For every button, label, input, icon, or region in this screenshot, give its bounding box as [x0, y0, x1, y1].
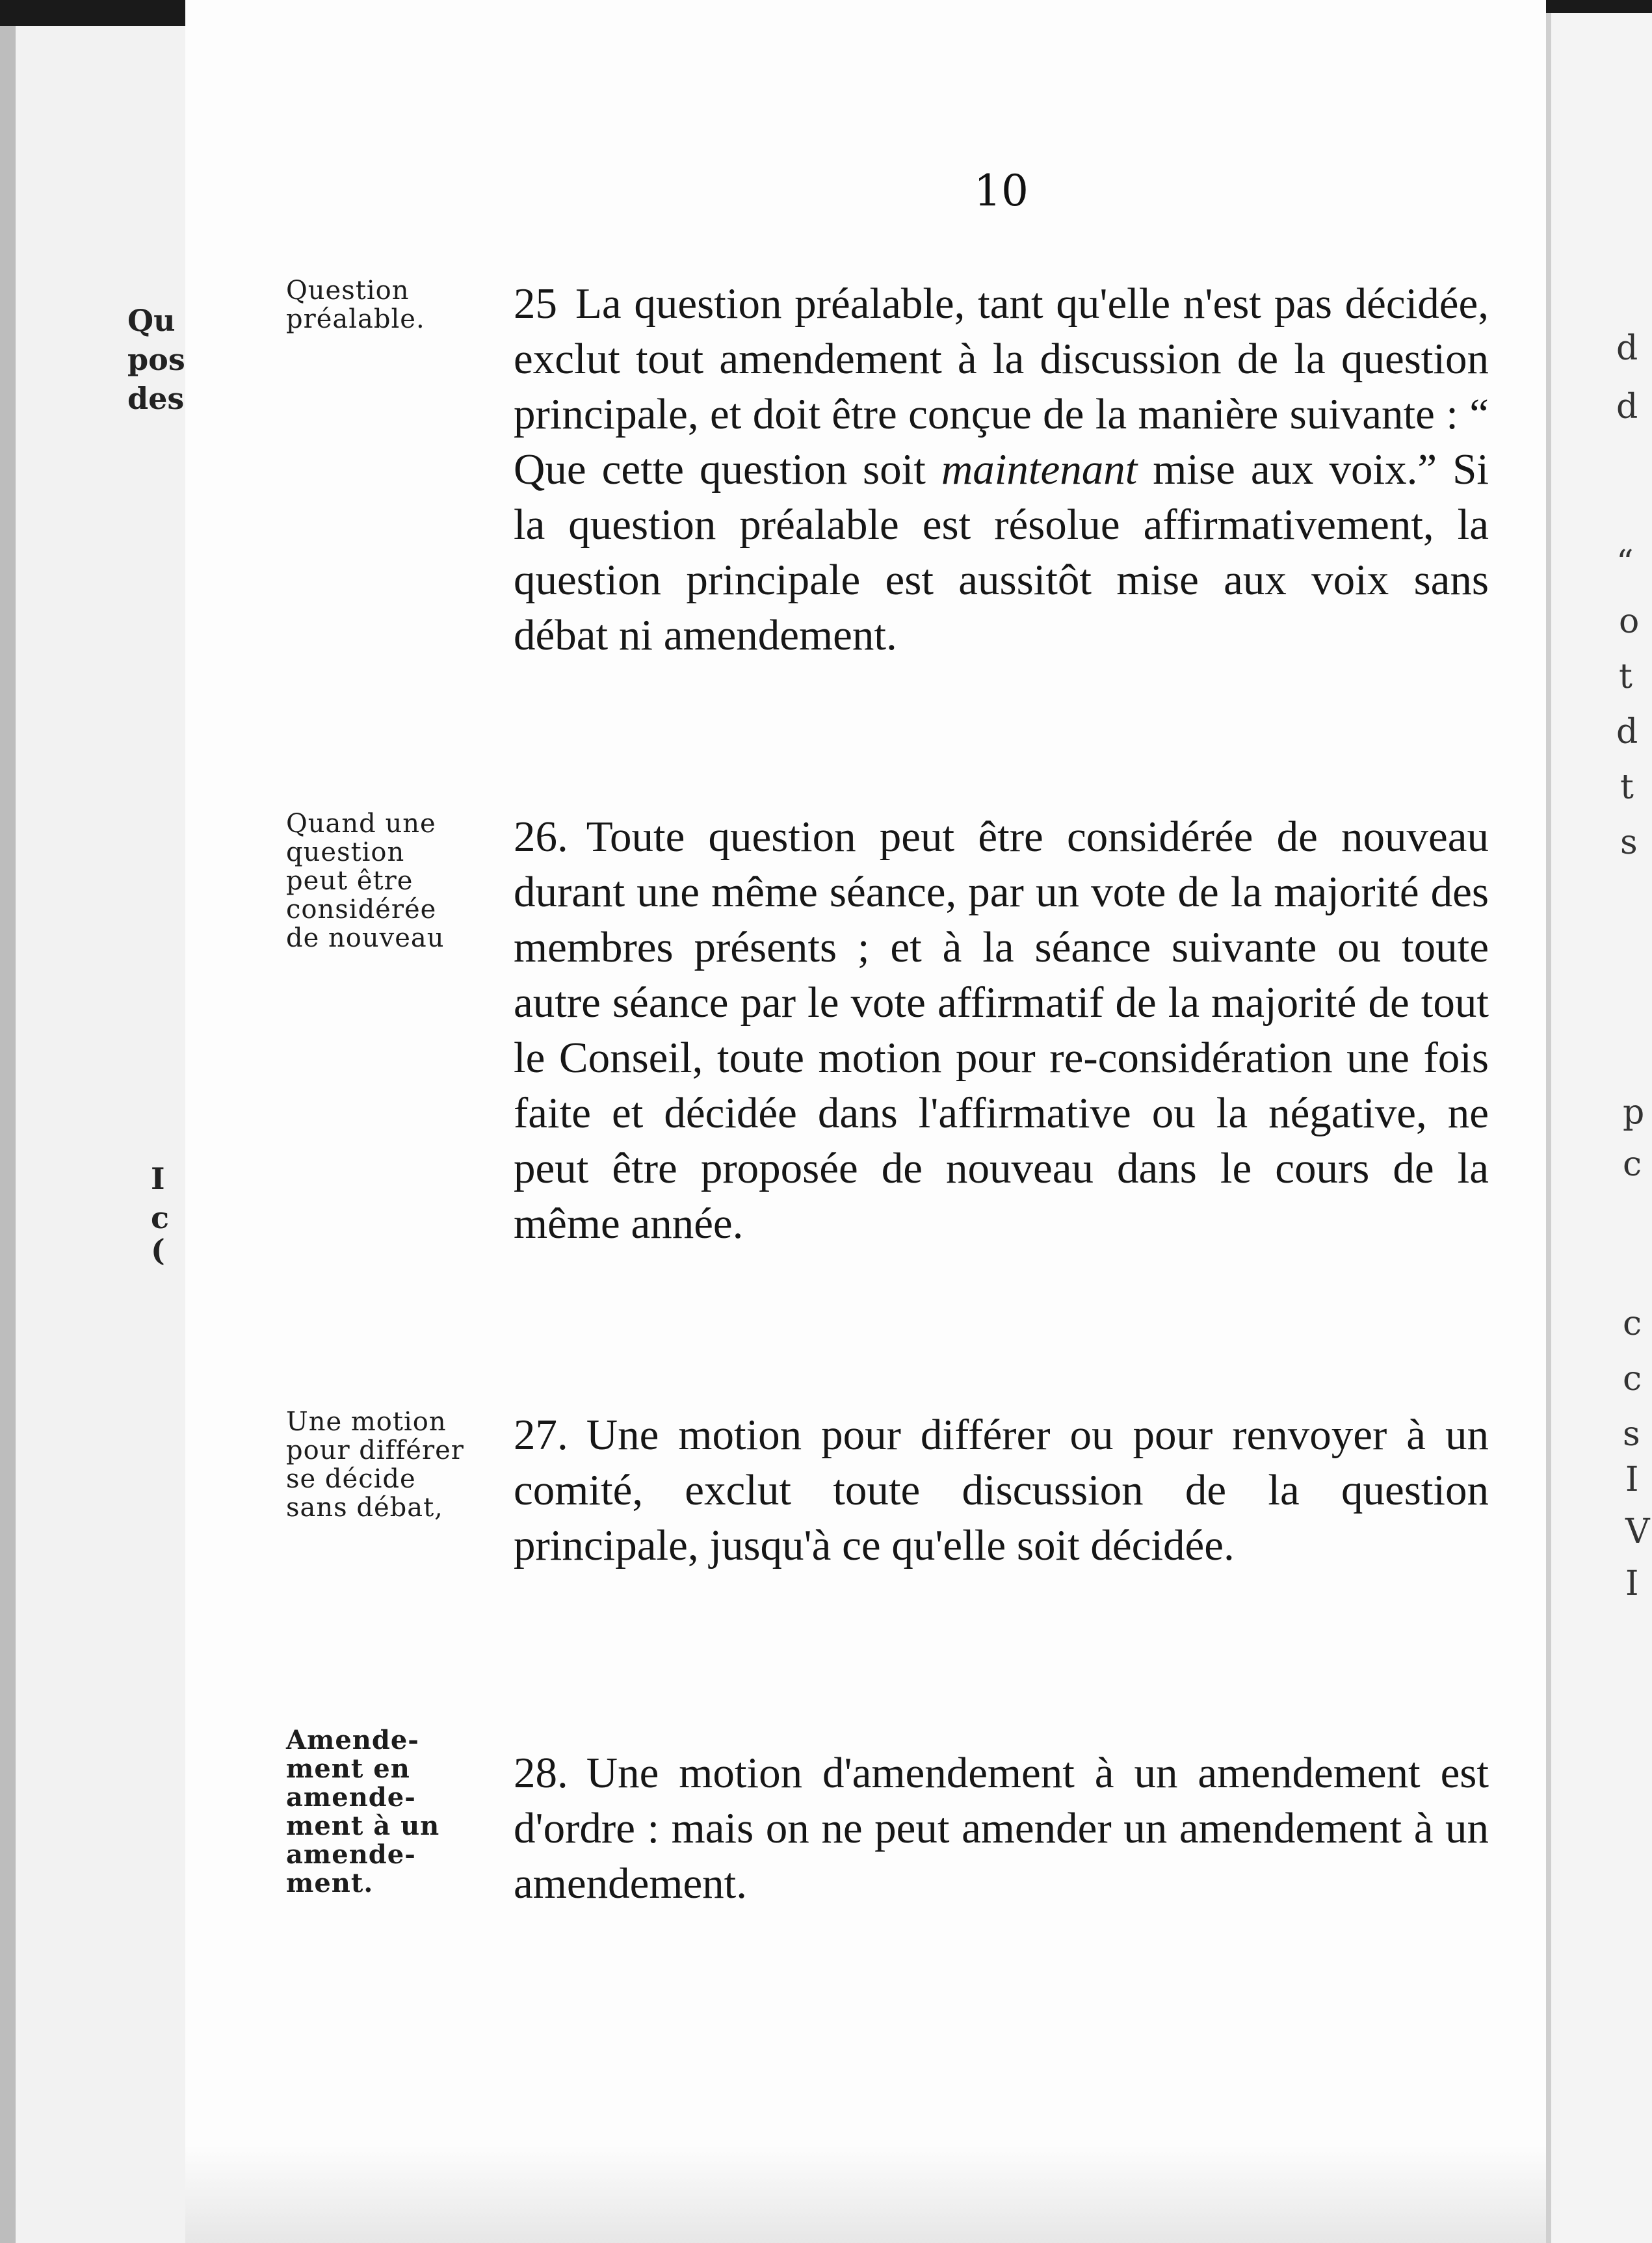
right-fragment: p [1623, 1093, 1645, 1132]
paragraph-text: La question préalable, tant qu'elle n'est pas décidée, exclut tout amendement à la discussion de la question principale, et doit être conçue de la manière suivante : “ Que cette question soit [514, 280, 1489, 493]
paragraph-text: Une motion pour différer ou pour renvoyer à un comité, exclut toute discussion de la question principale, jusqu'à ce qu'elle soit décidée. [514, 1411, 1489, 1569]
margin-note-27 [286, 1408, 507, 1522]
right-fragment: s [1620, 823, 1638, 862]
margin-note-28 [286, 1726, 507, 1898]
margin-note-line: Question [286, 276, 410, 306]
left-fragment: Qu [127, 303, 176, 338]
right-fragment: c [1623, 1359, 1642, 1398]
right-fragment: I [1625, 1460, 1639, 1499]
margin-note-line: Quand une [286, 809, 436, 839]
right-fragment: V [1625, 1512, 1650, 1551]
page-number: 10 [974, 166, 1029, 216]
paragraph-number: 28. [514, 1749, 568, 1797]
margin-note-line: Une motion [286, 1407, 447, 1437]
right-fragment: d [1616, 713, 1638, 752]
right-fragment: o [1619, 602, 1640, 641]
margin-note-line: sans débat, [286, 1493, 443, 1523]
paragraph-26 [514, 809, 1489, 1252]
margin-note-line: amende- [286, 1839, 416, 1870]
margin-note-line: ment. [286, 1868, 374, 1898]
paragraph-28 [514, 1746, 1489, 1911]
right-fragment: c [1623, 1145, 1642, 1184]
margin-note-line: pour différer [286, 1436, 464, 1465]
paragraph-number: 25 [514, 280, 557, 328]
margin-note-line: se décide [286, 1464, 416, 1494]
paragraph-emphasis: maintenant [941, 445, 1138, 493]
left-page-binding [0, 26, 16, 2243]
right-fragment: I [1625, 1564, 1639, 1603]
margin-note-line: considérée [286, 895, 437, 925]
right-fragment: d [1616, 387, 1638, 426]
left-fragment: pos [127, 342, 185, 377]
margin-note-line: de nouveau [286, 923, 445, 953]
margin-note-line: ment à un [286, 1811, 440, 1841]
margin-note-line: question [286, 837, 405, 867]
right-fragment: t [1619, 657, 1632, 696]
margin-note-line: préalable. [286, 304, 425, 334]
margin-note-line: peut être [286, 866, 413, 896]
left-fragment: I [151, 1161, 165, 1196]
margin-note-25 [286, 276, 507, 334]
margin-note-line: amende- [286, 1782, 416, 1813]
paragraph-number: 26. [514, 813, 568, 861]
paragraph-25 [514, 276, 1489, 663]
margin-note-26 [286, 809, 507, 952]
paragraph-27 [514, 1408, 1489, 1573]
right-fragment: d [1616, 329, 1638, 368]
right-fragment: t [1620, 768, 1634, 807]
paragraph-text: Une motion d'amendement à un amendement est d'ordre : mais on ne peut amender un amendement à un amendement. [514, 1749, 1489, 1908]
paragraph-number: 27. [514, 1411, 568, 1459]
right-fragment: s [1623, 1415, 1640, 1454]
left-fragment: c [151, 1200, 170, 1235]
right-fragment: c [1623, 1304, 1642, 1343]
paragraph-text: mise aux voix.” Si la question préalable est résolue affirmativement, la question principale est aussitôt mise aux voix sans débat ni amendement. [514, 445, 1489, 659]
margin-note-line: Amende- [286, 1725, 419, 1755]
paragraph-text: Toute question peut être considérée de nouveau durant une même séance, par un vote de la majorité des membres présents ; et à la séance suivante ou toute autre séance par le vote affirmatif de la majorité de tout le Conseil, toute motion pour re-considération une fois faite et décidée dans l'affirmative ou la négative, ne peut être proposée de nouveau dans le cours de la même année. [514, 813, 1489, 1248]
right-fragment: “ [1616, 544, 1634, 583]
left-fragment: ( [151, 1233, 165, 1268]
left-fragment: des [127, 381, 185, 416]
margin-note-line: ment en [286, 1753, 410, 1784]
